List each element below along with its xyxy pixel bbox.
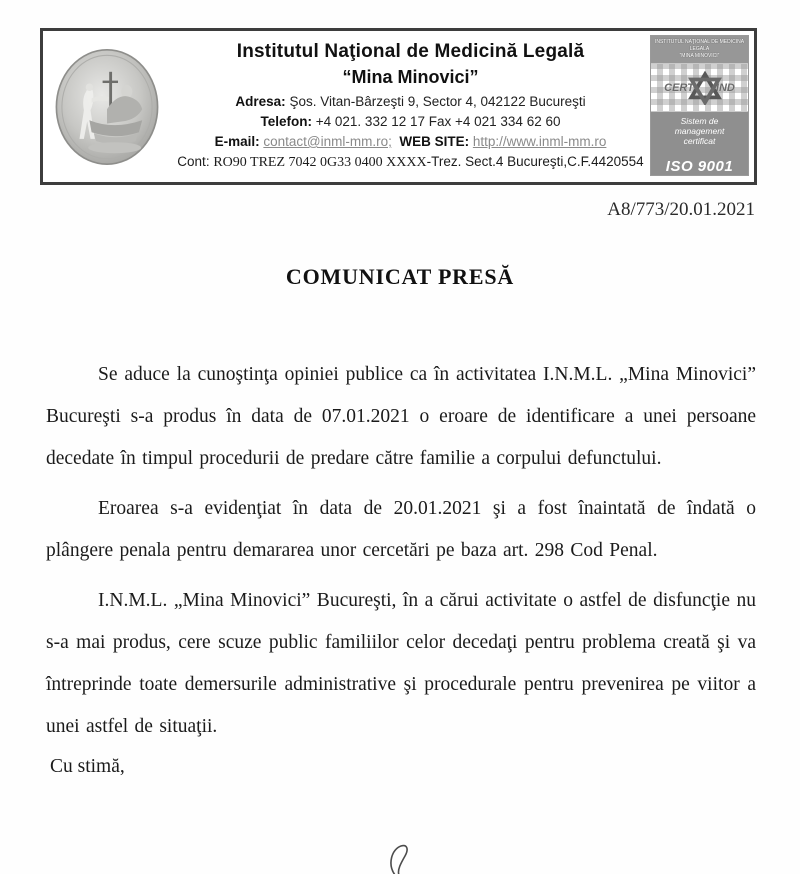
address-line: [171, 92, 650, 112]
phone-value: +4 021. 332 12 17 Fax +4 021 334 62 60: [315, 113, 561, 129]
badge-footer: [651, 112, 748, 175]
badge-logo-area: [651, 64, 748, 112]
paragraph-3: I.N.M.L. „Mina Minovici” Bucureşti, în a cărui activitate o astfel de disfuncţie nu s-a mai produs, cere scuze public familiilor celor decedaţi pentru problema creată şi va întreprinde toate demersurile administrative şi procedurale pentru prevenirea pe viitor a unei astfel de situaţii.: [46, 590, 756, 737]
address-label: Adresa:: [235, 93, 286, 109]
email-website-line: [171, 132, 650, 152]
website-label: WEB SITE:: [399, 133, 470, 149]
account-label: Cont:: [177, 153, 210, 169]
closing-salutation: Cu stimă,: [50, 756, 125, 777]
cert-word-left: CERT: [664, 81, 694, 94]
letterhead: [40, 28, 757, 185]
account-rest: -Trez. Sect.4 Bucureşti,C.F.4420554: [426, 153, 644, 169]
address-value: Şos. Vitan-Bârzeşti 9, Sector 4, 042122 Bucureşti: [289, 93, 586, 109]
institute-subname: “Mina Minovici”: [342, 66, 479, 87]
badge-header-line2: “MINA MINOVICI”: [679, 53, 720, 59]
paragraph-1: Se aduce la cunoştinţa opiniei publice ca în activitatea I.N.M.L. „Mina Minovici” Bucureşti s-a produs în data de 07.01.2021 o eroare de identificare a unei persoane decedate în timpul procedurii de predare către familie a corpului defunctului.: [46, 364, 756, 469]
letterhead-text-block: [171, 31, 650, 182]
badge-system-line1: Sistem de management: [674, 116, 725, 136]
bank-account-line: [171, 152, 650, 173]
badge-system-line2: certificat: [683, 136, 716, 146]
signature-stroke: [386, 844, 426, 874]
certind-star-icon: [688, 71, 722, 105]
cert-word-right: IND: [715, 81, 735, 94]
iso-certification-badge: [650, 35, 749, 176]
account-iban: RO90 TREZ 7042 0G33 0400 XXXX: [213, 154, 427, 170]
website-link[interactable]: http://www.inml-mm.ro: [472, 133, 607, 149]
badge-header-line1: INSTITUTUL NAŢIONAL DE MEDICINA LEGALA: [654, 39, 745, 52]
seal-medallion-graphic: [52, 44, 162, 170]
institute-name: Institutul Naţional de Medicină Legală: [236, 41, 585, 62]
document-body: [46, 354, 756, 778]
reference-number: A8/773/20.01.2021: [607, 199, 755, 220]
badge-iso-label: ISO 9001: [665, 158, 734, 175]
institute-seal-icon: [43, 31, 171, 182]
phone-label: Telefon:: [260, 113, 312, 129]
email-link[interactable]: contact@inml-mm.ro;: [263, 133, 392, 149]
paragraph-2: Eroarea s-a evidenţiat în data de 20.01.2021 şi a fost înaintată de îndată o plângere penala pentru demararea unor cercetări pe baza art. 298 Cod Penal.: [46, 498, 756, 561]
email-label: E-mail:: [214, 133, 260, 149]
badge-header: [651, 36, 748, 64]
phone-line: [171, 112, 650, 132]
document-title: COMUNICAT PRESĂ: [285, 264, 515, 289]
